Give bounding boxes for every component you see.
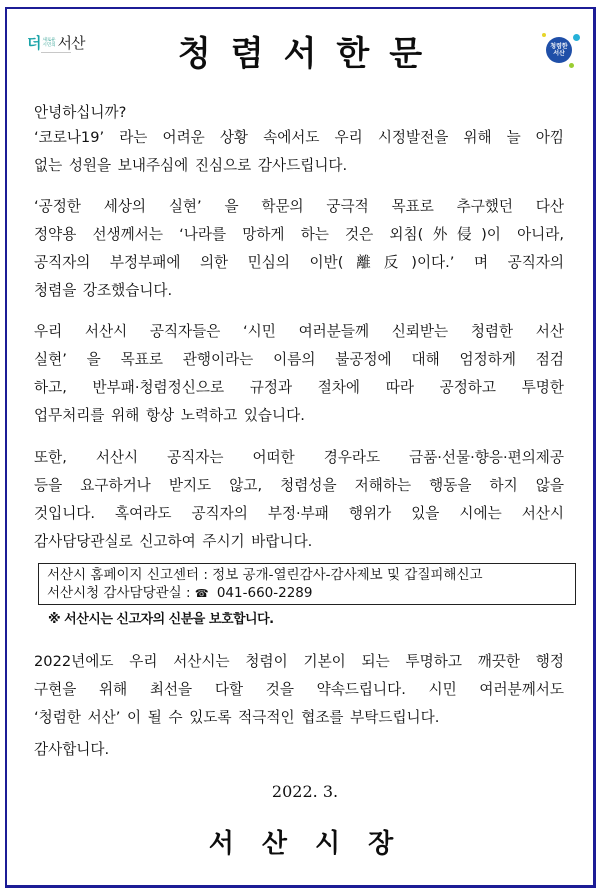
paragraph-line: 2022년에도 우리 서산시는 청렴이 기본이 되는 투명하고 깨끗한 행정: [34, 653, 564, 670]
paragraph-line: 하고, 반부패·청렴정신으로 규정과 절차에 따라 공정하고 투명한: [34, 379, 564, 396]
paragraph-line: 우리 서산시 공직자들은 ‘시민 여러분들께 신뢰받는 청렴한 서산: [34, 323, 564, 340]
phone-icon: ☎: [194, 587, 209, 600]
logo-slogan: 새로운 시민의: [42, 38, 56, 48]
paragraph-line: 구현을 위해 최선을 다할 것을 약속드립니다. 시민 여러분께서도: [34, 681, 564, 698]
paragraph-line: 것입니다. 혹여라도 공직자의 부정·부패 행위가 있을 시에는 서산시: [34, 505, 564, 522]
paragraph-line: ‘공정한 세상의 실현’ 을 학문의 궁극적 목표로 추구했던 다산: [34, 198, 564, 215]
paragraph-line: 공직자의 부정부패에 의한 민심의 이반(離反)이다.’ 며 공직자의: [34, 254, 564, 271]
decorative-dot-blue: [573, 34, 580, 41]
audit-office-label: 서산시청 감사담당관실 :: [47, 585, 191, 601]
paragraph-line: 업무처리를 위해 항상 노력하고 있습니다.: [34, 407, 305, 424]
audit-office-contact: [47, 584, 567, 603]
integrity-badge-icon: 청렴한 서산: [546, 37, 572, 63]
logo-prefix: 더: [27, 33, 42, 52]
whistleblower-protection-notice: ※ 서산시는 신고자의 신분을 보호합니다.: [48, 612, 274, 627]
paragraph-report-request: [34, 444, 564, 556]
decorative-dot-green: [569, 63, 574, 68]
page-title: 청렴서한문: [177, 34, 443, 74]
paragraph-covid-thanks: [34, 124, 564, 180]
closing-thanks: 감사합니다.: [34, 741, 110, 758]
paragraph-line: 정약용 선생께서는 ‘나라를 망하게 하는 것은 외침(外侵)이 아니라,: [34, 226, 564, 243]
paragraph-2022-promise: [34, 648, 564, 732]
paragraph-line: 없는 성원을 보내주심에 진심으로 감사드립니다.: [34, 157, 348, 174]
paragraph-line: ‘청렴한 서산’ 이 될 수 있도록 적극적인 협조를 부탁드립니다.: [34, 709, 440, 726]
paragraph-line: 청렴을 강조했습니다.: [34, 282, 173, 299]
report-center-info: 서산시 홈페이지 신고센터 : 정보 공개-열린감사-감사제보 및 갑질피해신고: [47, 567, 483, 583]
paragraph-line: 등을 요구하거나 받지도 않고, 청렴성을 저해하는 행동을 하지 않을: [34, 477, 564, 494]
letter-date: 2022. 3.: [271, 782, 339, 801]
signature-mayor: 서산시장: [208, 829, 422, 859]
paragraph-line: ‘코로나19’ 라는 어려운 상황 속에서도 우리 시정발전을 위해 늘 아낌: [34, 129, 564, 146]
integrity-badge-logo: [540, 30, 590, 74]
paragraph-line: 또한, 서산시 공직자는 어떠한 경우라도 금품·선물·향응·편의제공: [34, 449, 564, 466]
decorative-dot-yellow: [542, 33, 546, 37]
paragraph-dasan-quote: [34, 193, 564, 305]
report-contact-box: [38, 563, 576, 605]
paragraph-officials-commitment: [34, 318, 564, 430]
phone-number: 041-660-2289: [216, 585, 313, 601]
greeting: 안녕하십니까?: [34, 104, 127, 121]
paragraph-line: 감사담당관실로 신고하여 주시기 바랍니다.: [34, 533, 313, 550]
logo-city-name: 서산: [57, 33, 85, 52]
paragraph-line: 실현’ 을 목표로 관행이라는 이름의 불공정에 대해 엄정하게 점검: [34, 351, 564, 368]
